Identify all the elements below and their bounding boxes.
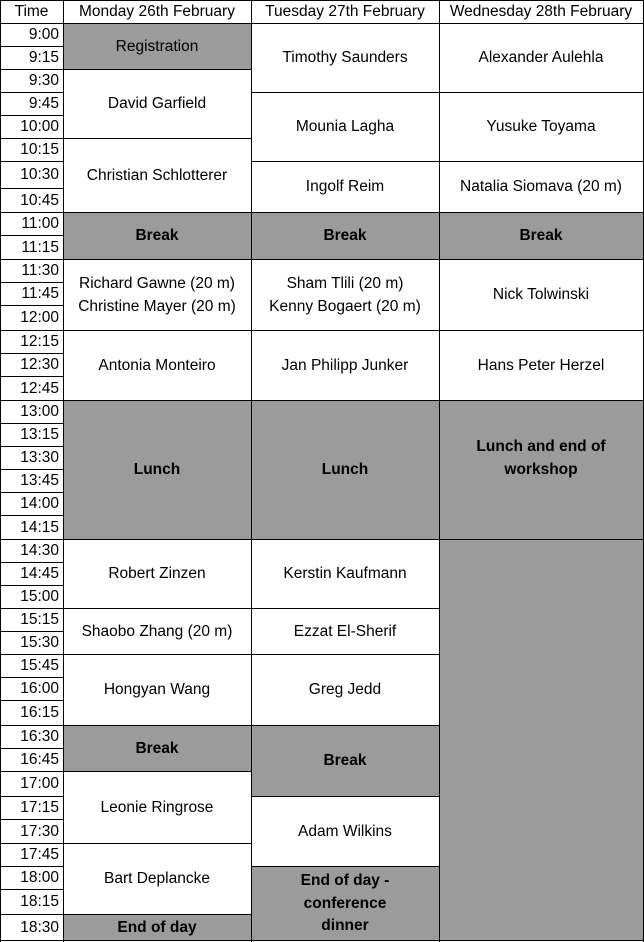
time-slot: 14:15 <box>20 518 59 536</box>
time-slot: 14:00 <box>20 495 59 513</box>
session-block: Alexander Aulehla <box>478 49 604 67</box>
header-wednesday: Wednesday 28th February <box>449 2 633 20</box>
header-tuesday: Tuesday 27th February <box>265 2 425 20</box>
header-monday: Monday 26th February <box>79 2 235 20</box>
time-slot: 14:30 <box>20 542 59 560</box>
time-slot: 11:00 <box>21 215 59 233</box>
break-block: End of day - conference dinner <box>251 867 439 941</box>
session-block: Bart Deplancke <box>104 870 210 888</box>
empty-block <box>439 540 643 941</box>
session-block: Nick Tolwinski <box>492 286 590 304</box>
session-block: Sham Tlili (20 m) Kenny Bogaert (20 m) <box>269 275 421 315</box>
session-block: Hongyan Wang <box>103 681 211 699</box>
time-slot: 9:15 <box>28 49 59 67</box>
session-block: Mounia Lagha <box>295 118 395 136</box>
time-slot: 10:30 <box>20 166 59 184</box>
break-block: End of day <box>63 915 251 941</box>
time-slot: 12:00 <box>20 309 59 327</box>
time-slot: 17:00 <box>20 775 59 793</box>
time-slot: 13:45 <box>20 472 59 490</box>
break-block: Lunch <box>63 401 251 540</box>
time-slot: 11:15 <box>21 238 59 256</box>
break-block: Break <box>251 726 439 797</box>
session-block: Timothy Saunders <box>282 49 408 67</box>
session-block: Natalia Siomava (20 m) <box>460 178 622 196</box>
session-block: Hans Peter Herzel <box>477 356 605 374</box>
break-block: Break <box>251 213 439 260</box>
time-slot: 10:45 <box>20 191 59 209</box>
session-block: Jan Philipp Junker <box>281 356 409 374</box>
time-slot: 15:15 <box>20 611 59 629</box>
time-slot: 14:45 <box>20 565 59 583</box>
break-block: Break <box>63 213 251 260</box>
session-block: Christian Schlotterer <box>86 166 228 184</box>
time-slot: 16:30 <box>20 728 59 746</box>
time-slot: 12:45 <box>20 379 59 397</box>
session-block: Ezzat El-Sherif <box>293 622 397 640</box>
time-slot: 13:00 <box>20 403 59 421</box>
time-slot: 16:15 <box>20 704 59 722</box>
session-block: Shaobo Zhang (20 m) <box>81 622 233 640</box>
session-block: Adam Wilkins <box>298 822 392 840</box>
session-block: Robert Zinzen <box>108 565 206 583</box>
time-slot: 10:15 <box>20 141 59 159</box>
session-block: Antonia Monteiro <box>98 356 216 374</box>
time-slot: 13:15 <box>20 426 59 444</box>
break-block: Lunch <box>251 401 439 540</box>
time-slot: 15:00 <box>20 588 59 606</box>
session-block: Leonie Ringrose <box>100 798 214 816</box>
time-slot: 17:30 <box>20 822 59 840</box>
time-slot: 15:30 <box>20 634 59 652</box>
time-slot: 11:45 <box>21 285 59 303</box>
time-slot: 9:00 <box>28 26 59 44</box>
session-block: Greg Jedd <box>308 681 382 699</box>
time-slot: 9:45 <box>28 95 59 113</box>
time-slot: 12:15 <box>20 333 59 351</box>
break-block: Lunch and end of workshop <box>439 401 643 540</box>
time-slot: 12:30 <box>20 356 59 374</box>
session-block: David Garfield <box>107 95 207 113</box>
time-slot: 16:00 <box>20 680 59 698</box>
session-block: Kerstin Kaufmann <box>283 565 407 583</box>
time-slot: 18:00 <box>20 869 59 887</box>
break-block: Break <box>63 726 251 772</box>
time-slot: 11:30 <box>21 262 59 280</box>
session-block: Richard Gawne (20 m) Christine Mayer (20 m) <box>78 275 236 315</box>
time-slot: 9:30 <box>28 72 59 90</box>
header-time: Time <box>14 2 49 20</box>
break-block: Break <box>439 213 643 260</box>
time-slot: 17:45 <box>20 846 59 864</box>
time-slot: 18:15 <box>20 893 59 911</box>
time-slot: 10:00 <box>20 118 59 136</box>
time-slot: 13:30 <box>20 449 59 467</box>
time-slot: 16:45 <box>20 751 59 769</box>
time-slot: 15:45 <box>20 657 59 675</box>
time-slot: 17:15 <box>20 799 59 817</box>
session-block: Yusuke Toyama <box>486 118 596 136</box>
break-block: Registration <box>63 24 251 70</box>
time-slot: 18:30 <box>20 918 59 936</box>
session-block: Ingolf Reim <box>305 178 385 196</box>
